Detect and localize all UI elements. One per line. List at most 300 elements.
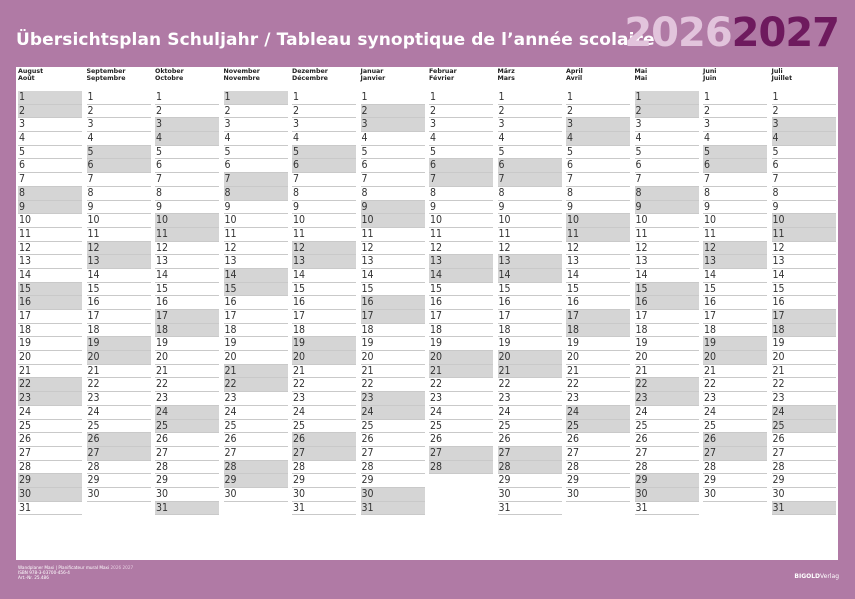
day-number: 10 [635, 214, 648, 227]
day-number: 26 [635, 433, 648, 446]
day-cell [361, 132, 425, 146]
day-cell [498, 283, 562, 297]
day-cell [703, 242, 767, 256]
day-number: 19 [87, 337, 100, 350]
day-cell [566, 461, 630, 475]
day-cell [703, 187, 767, 201]
day-cell [361, 351, 425, 365]
day-number: 28 [87, 460, 100, 473]
day-cell [498, 132, 562, 146]
day-number: 11 [704, 227, 717, 240]
day-cell [18, 187, 82, 201]
day-cell [87, 214, 151, 228]
day-number: 22 [704, 378, 717, 391]
day-number: 7 [156, 173, 163, 186]
month-column [703, 67, 767, 500]
day-number: 15 [87, 282, 100, 295]
day-number: 25 [156, 419, 169, 432]
month-name-de: Dezember [292, 68, 328, 75]
day-cell [566, 324, 630, 338]
day-number: 1 [224, 91, 231, 103]
day-number: 25 [430, 419, 443, 432]
month-header [498, 67, 562, 92]
day-cell [18, 324, 82, 338]
day-cell [155, 269, 219, 283]
day-number: 26 [224, 433, 237, 446]
day-number: 18 [361, 323, 374, 336]
day-cell [498, 173, 562, 187]
day-number: 26 [430, 433, 443, 446]
day-cell [224, 488, 288, 502]
day-number: 29 [87, 474, 100, 487]
day-cell [292, 173, 356, 187]
day-number: 1 [772, 91, 779, 103]
day-cell [292, 378, 356, 392]
day-cell [566, 91, 630, 105]
day-cell [772, 502, 836, 516]
day-number: 9 [19, 200, 26, 213]
day-cell [87, 392, 151, 406]
day-cell [224, 310, 288, 324]
day-cell [566, 392, 630, 406]
day-number: 20 [87, 351, 100, 364]
day-number: 9 [772, 200, 779, 213]
day-number: 14 [87, 268, 100, 281]
day-number: 23 [704, 392, 717, 405]
day-cell [498, 242, 562, 256]
article-number: Art.-Nr. 25.486 [18, 575, 49, 581]
day-number: 24 [430, 405, 443, 418]
day-cell [772, 118, 836, 132]
day-cell [635, 406, 699, 420]
day-cell [18, 118, 82, 132]
day-number: 30 [293, 487, 306, 500]
day-number: 12 [430, 241, 443, 254]
month-column [86, 67, 151, 500]
day-number: 9 [430, 200, 437, 213]
day-number: 14 [156, 268, 169, 281]
month-header [635, 67, 699, 92]
day-number: 10 [567, 214, 580, 227]
day-number: 13 [87, 255, 100, 268]
day-cell [703, 283, 767, 297]
page-title: Übersichtsplan Schuljahr / Tableau synoptique de l’année scolaire [16, 30, 655, 50]
day-cell [772, 488, 836, 502]
day-number: 15 [19, 282, 32, 295]
day-number: 25 [361, 419, 374, 432]
day-number: 29 [772, 474, 785, 487]
day-number: 7 [772, 173, 779, 186]
day-number: 11 [430, 227, 443, 240]
day-cell [772, 105, 836, 119]
day-cell [429, 105, 493, 119]
month-header [292, 67, 356, 92]
day-number: 30 [498, 487, 511, 500]
day-number: 15 [635, 282, 648, 295]
day-cell [361, 269, 425, 283]
day-cell [292, 502, 356, 516]
month-name-de: Januar [360, 68, 384, 75]
month-name-fr: Octobre [155, 75, 184, 83]
day-number: 26 [156, 433, 169, 446]
day-cell [361, 173, 425, 187]
day-cell [361, 502, 425, 516]
day-cell [498, 310, 562, 324]
day-number: 25 [87, 419, 100, 432]
month-name-fr: Avril [566, 75, 583, 83]
day-cell [224, 214, 288, 228]
day-number: 2 [704, 104, 711, 117]
day-number: 12 [361, 241, 374, 254]
day-cell [429, 283, 493, 297]
day-number: 28 [361, 460, 374, 473]
day-number: 26 [87, 433, 100, 446]
day-cell [566, 255, 630, 269]
day-number: 11 [293, 227, 306, 240]
day-cell [87, 242, 151, 256]
day-number: 20 [567, 351, 580, 364]
day-cell [361, 310, 425, 324]
day-cell [224, 283, 288, 297]
day-cell [498, 337, 562, 351]
day-cell [361, 392, 425, 406]
day-cell [155, 447, 219, 461]
day-cell [429, 201, 493, 215]
day-number: 16 [430, 296, 443, 309]
day-cell [429, 351, 493, 365]
day-number: 6 [567, 159, 574, 172]
day-cell [703, 488, 767, 502]
day-cell [635, 337, 699, 351]
day-number: 2 [19, 104, 26, 117]
day-cell [498, 118, 562, 132]
day-cell [429, 242, 493, 256]
day-number: 9 [361, 200, 368, 213]
day-cell [18, 201, 82, 215]
day-cell [566, 296, 630, 310]
day-cell [292, 392, 356, 406]
month-column [429, 67, 493, 473]
day-cell [155, 146, 219, 160]
day-number: 12 [293, 241, 306, 254]
day-cell [566, 269, 630, 283]
day-cell [635, 132, 699, 146]
day-number: 24 [361, 405, 374, 418]
day-cell [224, 420, 288, 434]
day-number: 13 [224, 255, 237, 268]
day-number: 9 [156, 200, 163, 213]
day-cell [703, 159, 767, 173]
month-name-de: November [223, 68, 260, 75]
day-number: 22 [635, 378, 648, 391]
day-cell [292, 351, 356, 365]
day-cell [498, 201, 562, 215]
day-cell [703, 214, 767, 228]
day-cell [703, 310, 767, 324]
day-cell [635, 488, 699, 502]
month-header [566, 67, 630, 92]
day-number: 4 [87, 132, 94, 145]
day-cell [635, 310, 699, 324]
day-cell [703, 132, 767, 146]
day-cell [635, 187, 699, 201]
day-cell [635, 214, 699, 228]
day-number: 10 [430, 214, 443, 227]
month-name-fr: Décembre [292, 75, 328, 83]
day-number: 28 [156, 460, 169, 473]
day-number: 9 [498, 200, 505, 213]
day-cell [87, 406, 151, 420]
month-column [634, 67, 699, 514]
day-number: 6 [361, 159, 368, 172]
day-cell [703, 337, 767, 351]
day-cell [361, 337, 425, 351]
day-number: 3 [430, 118, 437, 131]
day-number: 28 [704, 460, 717, 473]
month-header [429, 67, 493, 92]
day-number: 8 [498, 186, 505, 199]
day-number: 18 [567, 323, 580, 336]
day-cell [361, 118, 425, 132]
day-number: 24 [772, 405, 785, 418]
year-start: 2026 [624, 10, 732, 56]
day-cell [155, 378, 219, 392]
day-cell [87, 118, 151, 132]
day-number: 9 [87, 200, 94, 213]
day-cell [224, 337, 288, 351]
day-cell [87, 420, 151, 434]
day-number: 8 [361, 186, 368, 199]
day-cell [155, 502, 219, 516]
day-number: 14 [498, 268, 511, 281]
day-number: 15 [567, 282, 580, 295]
day-cell [498, 365, 562, 379]
day-cell [635, 365, 699, 379]
day-number: 19 [156, 337, 169, 350]
day-number: 1 [87, 91, 94, 103]
day-cell [429, 132, 493, 146]
day-number: 16 [567, 296, 580, 309]
day-cell [566, 447, 630, 461]
day-cell [429, 146, 493, 160]
day-cell [361, 159, 425, 173]
day-cell [224, 296, 288, 310]
day-cell [635, 255, 699, 269]
day-number: 17 [772, 310, 785, 322]
day-number: 1 [498, 91, 505, 103]
day-number: 4 [567, 132, 574, 145]
day-number: 28 [430, 460, 443, 473]
day-number: 22 [772, 378, 785, 391]
day-number: 1 [567, 91, 574, 103]
day-cell [87, 228, 151, 242]
day-number: 14 [704, 268, 717, 281]
day-number: 27 [635, 446, 648, 459]
day-number: 3 [635, 118, 642, 131]
day-number: 16 [156, 296, 169, 309]
day-number: 24 [498, 405, 511, 418]
month-header [361, 67, 425, 92]
day-number: 6 [430, 159, 437, 172]
year-range [624, 10, 839, 56]
day-cell [18, 502, 82, 516]
day-cell [498, 187, 562, 201]
day-cell [703, 324, 767, 338]
day-cell [361, 214, 425, 228]
day-cell [635, 392, 699, 406]
day-cell [155, 365, 219, 379]
day-cell [772, 406, 836, 420]
day-number: 31 [293, 501, 306, 514]
day-cell [18, 488, 82, 502]
month-column [18, 67, 82, 514]
day-number: 8 [19, 186, 26, 199]
day-cell [224, 447, 288, 461]
day-cell [772, 392, 836, 406]
day-number: 9 [704, 200, 711, 213]
day-number: 27 [87, 446, 100, 459]
day-number: 9 [224, 200, 231, 213]
day-cell [429, 187, 493, 201]
day-number: 3 [224, 118, 231, 131]
day-number: 14 [635, 268, 648, 281]
day-cell [87, 201, 151, 215]
day-cell [87, 255, 151, 269]
day-cell [566, 105, 630, 119]
day-number: 20 [772, 351, 785, 364]
day-number: 3 [772, 118, 779, 131]
day-number: 12 [19, 241, 32, 254]
day-number: 3 [361, 118, 368, 131]
day-number: 18 [293, 323, 306, 336]
day-number: 23 [156, 392, 169, 405]
day-cell [292, 310, 356, 324]
publisher-name: BIGOLD [794, 573, 821, 580]
day-number: 7 [293, 173, 300, 186]
day-number: 18 [87, 323, 100, 336]
day-number: 7 [704, 173, 711, 186]
day-number: 8 [156, 186, 163, 199]
day-number: 2 [361, 104, 368, 117]
day-cell [635, 324, 699, 338]
day-cell [361, 187, 425, 201]
day-cell [224, 406, 288, 420]
day-number: 14 [567, 268, 580, 281]
day-cell [87, 474, 151, 488]
day-cell [18, 406, 82, 420]
calendar-sheet [16, 67, 838, 560]
day-number: 3 [498, 118, 505, 131]
day-cell [155, 228, 219, 242]
day-number: 16 [361, 296, 374, 309]
day-cell [566, 310, 630, 324]
day-number: 21 [567, 364, 580, 377]
day-number: 25 [567, 419, 580, 432]
day-number: 13 [19, 255, 32, 268]
day-cell [772, 447, 836, 461]
day-number: 5 [156, 145, 163, 158]
product-years: 2026 2027 [110, 565, 134, 570]
day-number: 13 [635, 255, 648, 268]
day-cell [18, 269, 82, 283]
day-cell [155, 488, 219, 502]
day-cell [155, 187, 219, 201]
day-cell [18, 310, 82, 324]
day-number: 19 [772, 337, 785, 350]
day-number: 22 [224, 378, 237, 391]
day-cell [566, 474, 630, 488]
day-number: 10 [156, 214, 169, 227]
day-number: 30 [567, 487, 580, 500]
day-cell [18, 296, 82, 310]
day-number: 27 [498, 446, 511, 459]
day-cell [18, 283, 82, 297]
day-cell [703, 433, 767, 447]
day-number: 20 [156, 351, 169, 364]
day-number: 17 [87, 310, 100, 322]
day-number: 21 [430, 364, 443, 377]
day-number: 17 [224, 310, 237, 322]
day-number: 8 [635, 186, 642, 199]
day-cell [87, 324, 151, 338]
day-cell [703, 105, 767, 119]
day-cell [224, 378, 288, 392]
day-cell [18, 173, 82, 187]
day-cell [87, 351, 151, 365]
day-cell [635, 461, 699, 475]
day-number: 26 [361, 433, 374, 446]
day-number: 1 [293, 91, 300, 103]
month-name-de: September [86, 68, 126, 75]
day-cell [155, 242, 219, 256]
day-cell [703, 173, 767, 187]
day-cell [703, 146, 767, 160]
day-number: 10 [704, 214, 717, 227]
day-cell [635, 242, 699, 256]
day-number: 7 [361, 173, 368, 186]
day-cell [566, 378, 630, 392]
day-cell [635, 91, 699, 105]
day-number: 8 [293, 186, 300, 199]
day-cell [498, 255, 562, 269]
day-cell [87, 146, 151, 160]
day-cell [155, 214, 219, 228]
day-number: 11 [772, 227, 785, 240]
day-cell [498, 461, 562, 475]
day-cell [87, 91, 151, 105]
day-number: 31 [156, 501, 169, 514]
day-cell [224, 118, 288, 132]
day-cell [429, 310, 493, 324]
day-number: 6 [498, 159, 505, 172]
day-cell [429, 269, 493, 283]
day-number: 21 [19, 364, 32, 377]
day-cell [429, 433, 493, 447]
day-number: 21 [772, 364, 785, 377]
day-cell [18, 146, 82, 160]
day-cell [703, 91, 767, 105]
day-number: 21 [87, 364, 100, 377]
day-number: 6 [293, 159, 300, 172]
publisher-logo [794, 573, 839, 580]
day-cell [224, 173, 288, 187]
day-cell [635, 228, 699, 242]
day-number: 27 [567, 446, 580, 459]
day-number: 15 [498, 282, 511, 295]
month-name-de: Mai [634, 68, 648, 75]
day-cell [155, 337, 219, 351]
day-number: 19 [635, 337, 648, 350]
